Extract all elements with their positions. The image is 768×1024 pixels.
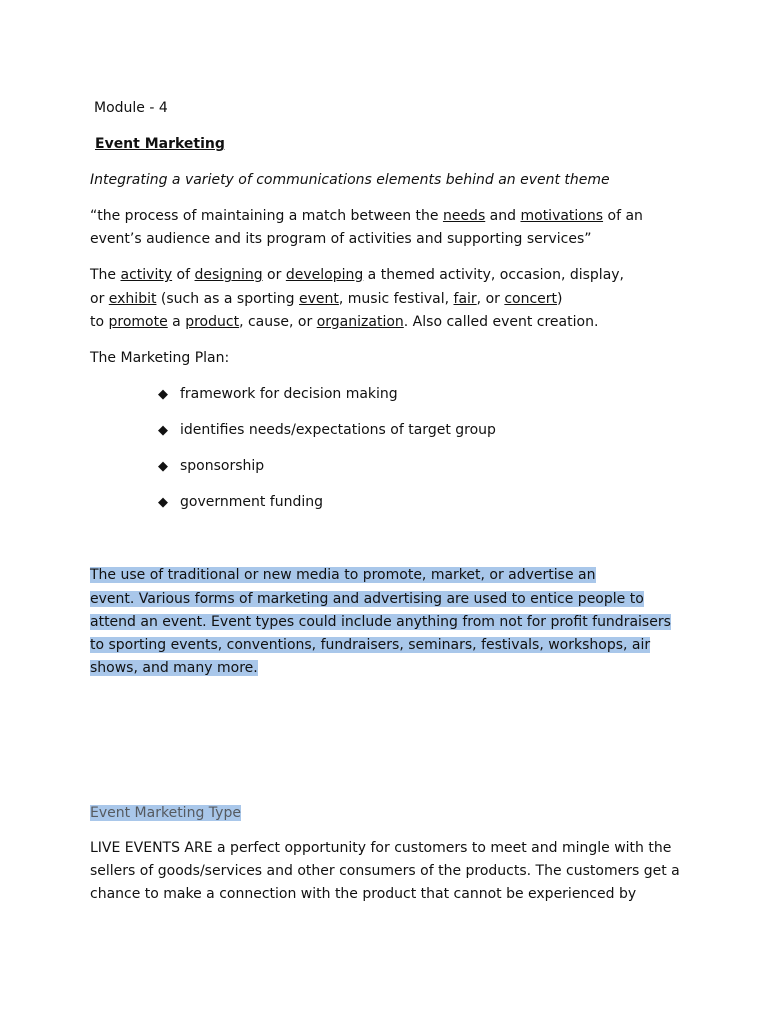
paragraph-line: sellers of goods/services and other consumers of the products. The customers get a	[90, 863, 680, 879]
definition-text: (such as a sporting	[156, 291, 300, 307]
link-product[interactable]: product	[185, 314, 240, 330]
list-item-text: sponsorship	[180, 458, 265, 474]
quote-text: and	[485, 208, 521, 224]
definition-text: )	[557, 291, 563, 307]
list-item-text: government funding	[180, 494, 324, 510]
definition-text: , cause, or	[239, 314, 317, 330]
module-label: Module - 4	[94, 100, 168, 116]
link-promote[interactable]: promote	[108, 314, 168, 330]
definition-text: a themed activity, occasion, display,	[363, 267, 625, 283]
link-exhibit[interactable]: exhibit	[108, 291, 157, 307]
diamond-bullet-icon: ◆	[158, 495, 168, 510]
selected-text[interactable]: attend an event. Event types could include anything from not for profit fundraisers	[90, 614, 671, 630]
definition-text: . Also called event creation.	[403, 314, 599, 330]
diamond-bullet-icon: ◆	[158, 387, 168, 402]
list-item	[158, 456, 264, 477]
highlight-paragraph-line[interactable]	[90, 565, 596, 585]
definition-text: , music festival,	[338, 291, 454, 307]
page-title: Event Marketing	[95, 136, 225, 152]
quote-line-1	[90, 206, 643, 226]
selected-text[interactable]: The use of traditional or new media to promote, market, or advertise an	[90, 567, 596, 583]
paragraph-line: chance to make a connection with the product that cannot be experienced by	[90, 886, 637, 902]
selected-text[interactable]: event. Various forms of marketing and advertising are used to entice people to	[90, 591, 644, 607]
link-developing[interactable]: developing	[285, 267, 364, 283]
highlight-paragraph-line[interactable]	[90, 589, 644, 609]
quote-text: of an	[603, 208, 643, 224]
selected-text[interactable]: to sporting events, conventions, fundraisers, seminars, festivals, workshops, air	[90, 637, 651, 653]
link-fair[interactable]: fair	[453, 291, 477, 307]
diamond-bullet-icon: ◆	[158, 459, 168, 474]
selected-heading-text[interactable]: Event Marketing Type	[90, 805, 241, 821]
definition-text: or	[262, 267, 286, 283]
paragraph-line: LIVE EVENTS ARE a perfect opportunity for customers to meet and mingle with the	[90, 840, 672, 856]
definition-line-3	[90, 312, 598, 332]
definition-line-2	[90, 289, 563, 309]
quote-text: “the process of maintaining a match between the	[90, 208, 443, 224]
selected-text[interactable]: shows, and many more.	[90, 660, 258, 676]
highlight-paragraph-line[interactable]	[90, 658, 258, 678]
link-motivations[interactable]: motivations	[520, 208, 604, 224]
definition-text: to	[90, 314, 109, 330]
list-item	[158, 384, 398, 405]
list-item-text: identifies needs/expectations of target group	[180, 422, 496, 438]
definition-line-1	[90, 265, 624, 285]
definition-text: The	[90, 267, 121, 283]
link-needs[interactable]: needs	[442, 208, 486, 224]
definition-text: of	[172, 267, 195, 283]
highlight-paragraph-line[interactable]	[90, 612, 671, 632]
highlight-paragraph-line[interactable]	[90, 635, 650, 655]
list-item-text: framework for decision making	[180, 386, 398, 402]
quote-line-2: event’s audience and its program of activities and supporting services”	[90, 231, 592, 247]
link-concert[interactable]: concert	[504, 291, 558, 307]
section-heading[interactable]	[90, 803, 241, 823]
list-item	[158, 420, 496, 441]
subtitle: Integrating a variety of communications elements behind an event theme	[90, 172, 610, 188]
definition-text: a	[167, 314, 186, 330]
plan-heading: The Marketing Plan:	[90, 350, 230, 366]
link-activity[interactable]: activity	[120, 267, 173, 283]
definition-text: , or	[476, 291, 505, 307]
definition-text: or	[90, 291, 109, 307]
list-item	[158, 492, 323, 513]
link-organization[interactable]: organization	[316, 314, 404, 330]
link-designing[interactable]: designing	[194, 267, 263, 283]
link-event[interactable]: event	[299, 291, 339, 307]
diamond-bullet-icon: ◆	[158, 423, 168, 438]
